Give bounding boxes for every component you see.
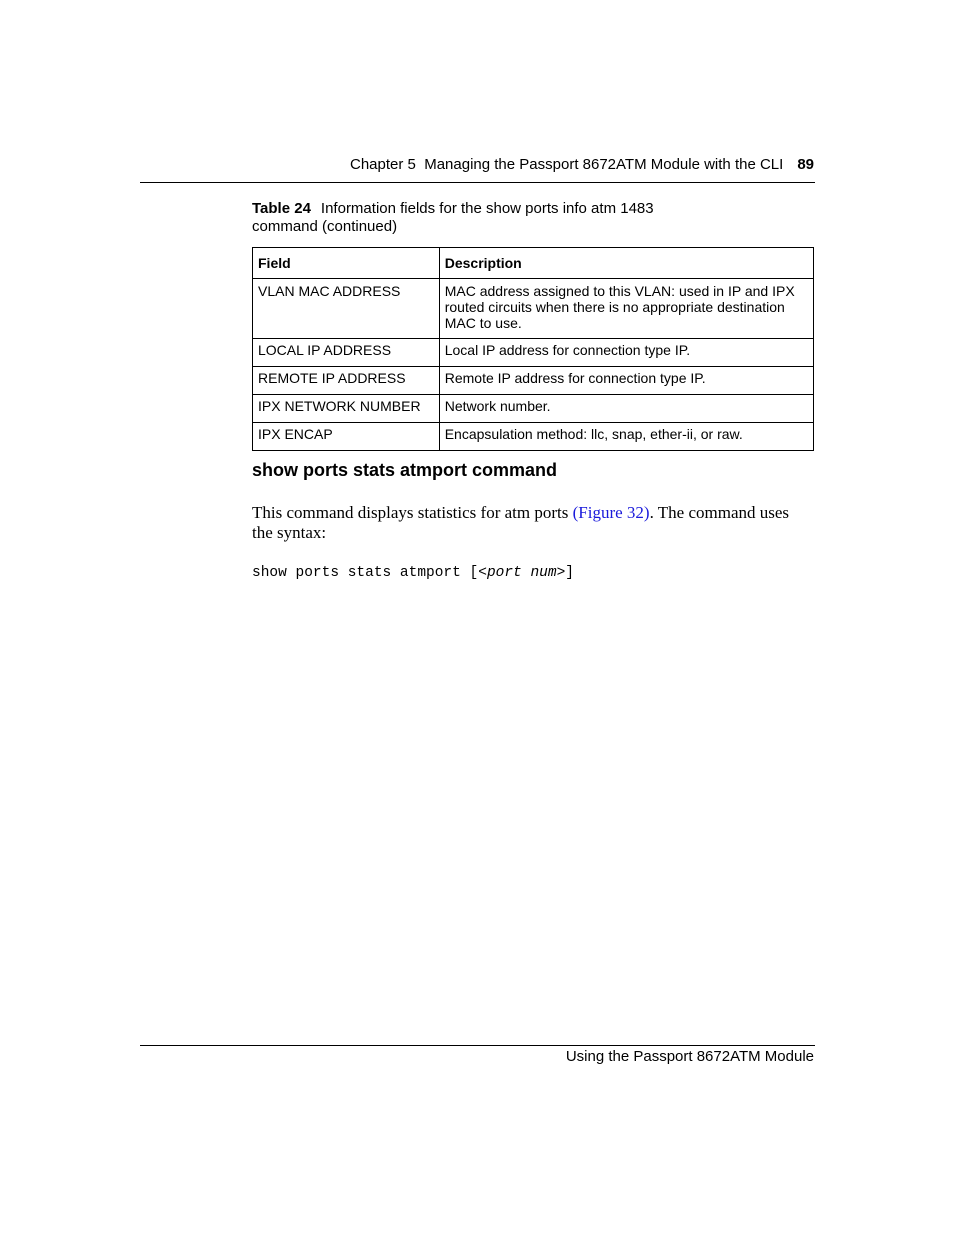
syntax-argument: port num bbox=[486, 565, 557, 581]
description-cell: Remote IP address for connection type IP. bbox=[439, 367, 813, 395]
field-cell: IPX NETWORK NUMBER bbox=[253, 395, 440, 423]
info-fields-table bbox=[252, 247, 814, 451]
header-rule bbox=[140, 182, 815, 183]
running-header bbox=[140, 155, 814, 175]
body-paragraph bbox=[252, 503, 814, 543]
table-row bbox=[253, 279, 814, 339]
table-row bbox=[253, 367, 814, 395]
section-heading: show ports stats atmport command bbox=[252, 460, 558, 480]
description-cell: Network number. bbox=[439, 395, 813, 423]
para-text-after-link: . The command uses the syntax: bbox=[252, 503, 790, 542]
table-row bbox=[253, 423, 814, 451]
column-header-field: Field bbox=[253, 248, 440, 279]
table-header-row bbox=[253, 248, 814, 279]
chapter-title: Managing the Passport 8672ATM Module with the CLI bbox=[424, 156, 784, 173]
page-number: 89 bbox=[797, 156, 814, 173]
para-text-before-link: This command displays statistics for atm ports bbox=[252, 503, 573, 522]
table-caption-text: Information fields for the show ports info atm 1483 command (continued) bbox=[252, 200, 654, 235]
running-footer: Using the Passport 8672ATM Module bbox=[565, 1048, 814, 1065]
description-cell: Local IP address for connection type IP. bbox=[439, 339, 813, 367]
figure-32-link[interactable]: (Figure 32) bbox=[572, 503, 650, 522]
syntax-suffix: >] bbox=[556, 565, 574, 581]
table-row bbox=[253, 339, 814, 367]
table-row bbox=[253, 395, 814, 423]
command-syntax bbox=[252, 564, 574, 582]
field-cell: LOCAL IP ADDRESS bbox=[253, 339, 440, 367]
footer-rule bbox=[140, 1045, 815, 1046]
syntax-prefix: show ports stats atmport [< bbox=[252, 565, 487, 581]
field-cell: VLAN MAC ADDRESS bbox=[253, 279, 440, 339]
field-cell: REMOTE IP ADDRESS bbox=[253, 367, 440, 395]
table-caption bbox=[252, 200, 712, 236]
table-caption-label: Table 24 bbox=[252, 200, 311, 217]
field-cell: IPX ENCAP bbox=[253, 423, 440, 451]
description-cell: Encapsulation method: llc, snap, ether-ii, or raw. bbox=[439, 423, 813, 451]
column-header-description: Description bbox=[439, 248, 813, 279]
chapter-label: Chapter 5 bbox=[350, 156, 416, 173]
description-cell: MAC address assigned to this VLAN: used in IP and IPX routed circuits when there is no appropriate destination MAC to use. bbox=[439, 279, 813, 339]
